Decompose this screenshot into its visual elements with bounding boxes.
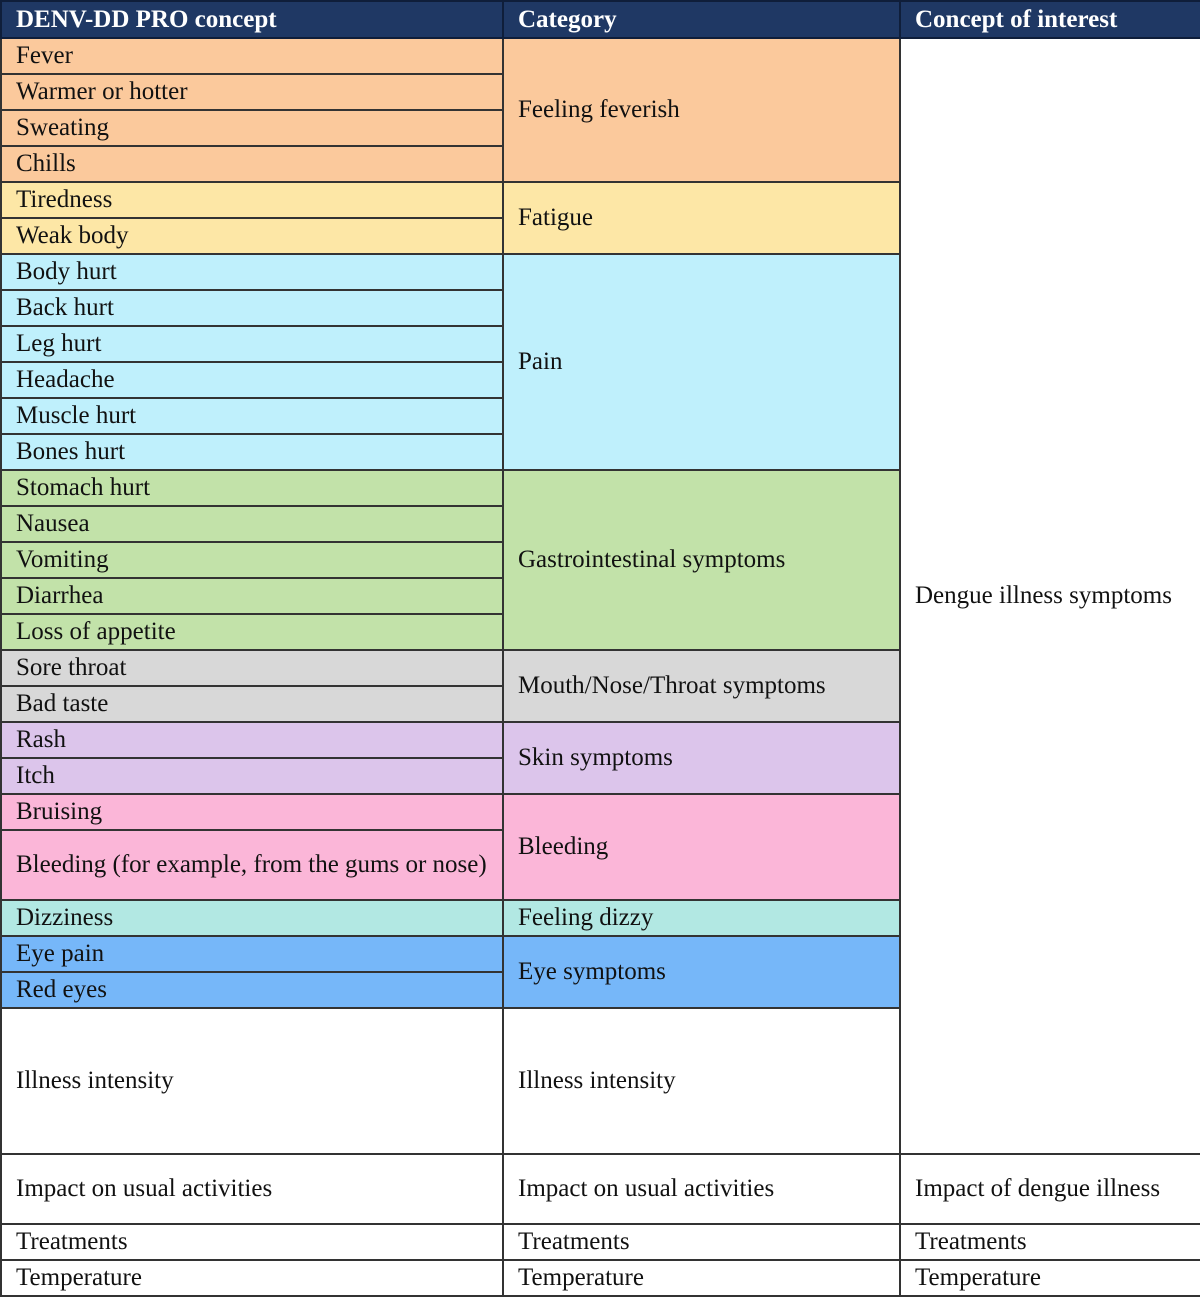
concept-cell: Weak body	[1, 218, 503, 254]
header-interest: Concept of interest	[900, 1, 1200, 38]
category-cell: Illness intensity	[503, 1008, 900, 1154]
concept-cell: Treatments	[1, 1224, 503, 1260]
concept-cell: Itch	[1, 758, 503, 794]
concept-cell: Impact on usual activities	[1, 1154, 503, 1224]
category-cell: Fatigue	[503, 182, 900, 254]
category-cell: Mouth/Nose/Throat symptoms	[503, 650, 900, 722]
category-cell: Eye symptoms	[503, 936, 900, 1008]
header-concept: DENV-DD PRO concept	[1, 1, 503, 38]
header-category: Category	[503, 1, 900, 38]
interest-cell: Temperature	[900, 1260, 1200, 1296]
concept-cell: Bruising	[1, 794, 503, 830]
category-cell: Treatments	[503, 1224, 900, 1260]
table-row	[1, 38, 1200, 74]
concept-cell: Chills	[1, 146, 503, 182]
concept-cell: Dizziness	[1, 900, 503, 936]
concept-cell: Warmer or hotter	[1, 74, 503, 110]
concept-cell: Nausea	[1, 506, 503, 542]
category-cell: Temperature	[503, 1260, 900, 1296]
concept-cell: Fever	[1, 38, 503, 74]
concept-cell: Headache	[1, 362, 503, 398]
category-cell: Skin symptoms	[503, 722, 900, 794]
category-cell: Bleeding	[503, 794, 900, 900]
concept-cell: Stomach hurt	[1, 470, 503, 506]
concept-cell: Rash	[1, 722, 503, 758]
concept-cell: Sore throat	[1, 650, 503, 686]
table-row	[1, 1224, 1200, 1260]
concept-cell: Body hurt	[1, 254, 503, 290]
concept-cell: Leg hurt	[1, 326, 503, 362]
concept-cell: Bones hurt	[1, 434, 503, 470]
concept-cell: Eye pain	[1, 936, 503, 972]
concept-cell: Tiredness	[1, 182, 503, 218]
category-cell: Feeling dizzy	[503, 900, 900, 936]
interest-cell: Impact of dengue illness	[900, 1154, 1200, 1224]
header-row	[1, 1, 1200, 38]
concept-cell: Red eyes	[1, 972, 503, 1008]
concept-cell: Vomiting	[1, 542, 503, 578]
interest-cell-symptoms: Dengue illness symptoms	[900, 38, 1200, 1154]
table-row	[1, 1154, 1200, 1224]
concept-cell: Illness intensity	[1, 1008, 503, 1154]
interest-cell: Treatments	[900, 1224, 1200, 1260]
concept-cell: Bleeding (for example, from the gums or nose)	[1, 830, 503, 900]
concept-cell: Back hurt	[1, 290, 503, 326]
category-cell: Pain	[503, 254, 900, 470]
concept-cell: Diarrhea	[1, 578, 503, 614]
concept-cell: Loss of appetite	[1, 614, 503, 650]
concept-cell: Sweating	[1, 110, 503, 146]
category-cell: Gastrointestinal symptoms	[503, 470, 900, 650]
category-cell: Impact on usual activities	[503, 1154, 900, 1224]
concept-cell: Muscle hurt	[1, 398, 503, 434]
concept-cell: Temperature	[1, 1260, 503, 1296]
table-row	[1, 1260, 1200, 1296]
category-cell: Feeling feverish	[503, 38, 900, 182]
concept-cell: Bad taste	[1, 686, 503, 722]
